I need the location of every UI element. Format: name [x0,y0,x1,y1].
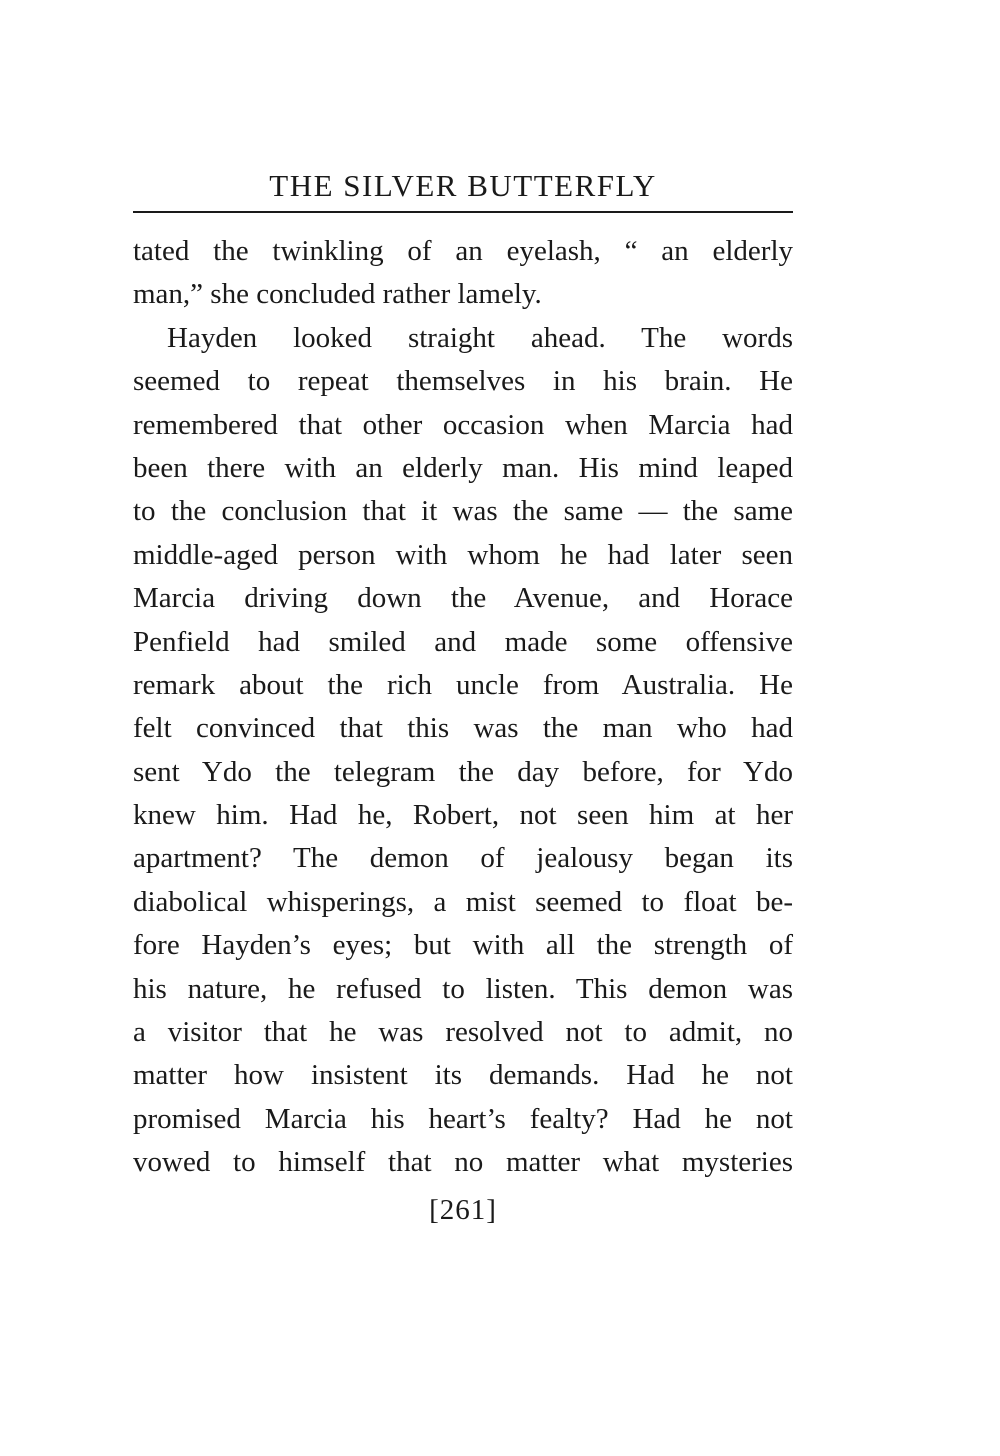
page-number: [261] [429,1194,497,1226]
text-line: fore Hayden’s eyes; but with all the strength of [133,929,793,962]
text-line: man,” she concluded rather lamely. [133,278,542,311]
paragraph-1 [133,230,793,317]
text-line: tated the twinkling of an eyelash, “ an elderly [133,235,793,267]
body-text [133,230,793,1185]
text-line: his nature, he refused to listen. This demon was [133,972,793,1005]
text-line: promised Marcia his heart’s fealty? Had he not [133,1102,793,1135]
text-line: Marcia driving down the Avenue, and Horace [133,582,793,615]
text-line: diabolical whisperings, a mist seemed to float be- [133,885,793,918]
text-line: middle-aged person with whom he had later seen [133,538,793,571]
text-line: been there with an elderly man. His mind leaped [133,451,793,484]
text-line: remark about the rich uncle from Australia. He [133,668,793,701]
text-line: sent Ydo the telegram the day before, for Ydo [133,755,793,788]
text-line: knew him. Had he, Robert, not seen him at her [133,799,793,832]
text-line: matter how insistent its demands. Had he not [133,1059,793,1092]
running-head: THE SILVER BUTTERFLY [269,168,657,203]
text-line: vowed to himself that no matter what mysteries [133,1146,793,1179]
paragraph-2 [133,317,793,1185]
text-line: a visitor that he was resolved not to admit, no [133,1016,793,1049]
text-line: Penfield had smiled and made some offensive [133,625,793,658]
text-line: seemed to repeat themselves in his brain. He [133,365,793,398]
text-line: remembered that other occasion when Marcia had [133,408,793,441]
text-line: Hayden looked straight ahead. The words [167,321,793,354]
text-line: to the conclusion that it was the same — the same [133,495,793,528]
text-line: apartment? The demon of jealousy began its [133,842,793,875]
text-line: felt convinced that this was the man who had [133,712,793,745]
header-rule [133,211,793,213]
